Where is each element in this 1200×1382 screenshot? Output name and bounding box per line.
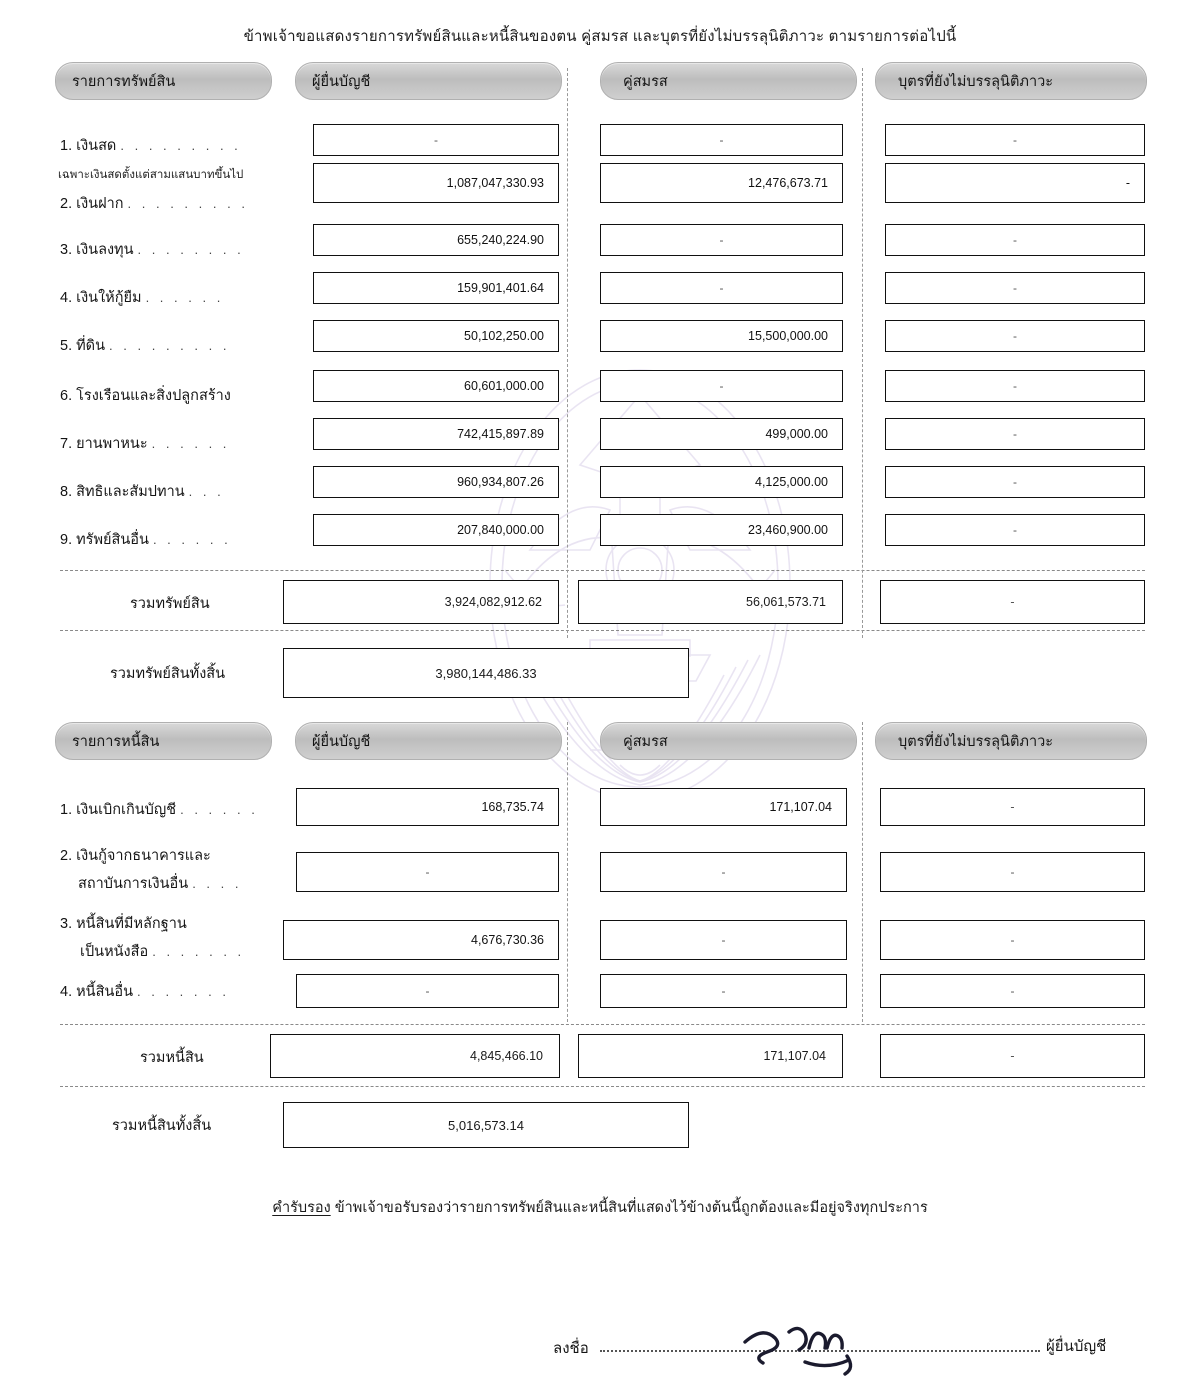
table-row <box>0 318 1200 368</box>
cell-spouse[interactable]: - <box>600 920 847 960</box>
cell-spouse[interactable]: - <box>600 852 847 892</box>
leader-dots: . . . . . . . . . <box>109 338 230 353</box>
liabilities-header-item-label: รายการหนี้สิน <box>72 733 160 750</box>
liabilities-table <box>0 714 1200 1162</box>
liabilities-header-spouse-label: คู่สมรส <box>623 733 668 750</box>
liabilities-header-children <box>875 722 1147 760</box>
column-divider-2 <box>862 68 863 638</box>
liabilities-header-filer <box>295 722 562 760</box>
cell-filer[interactable]: - <box>296 852 559 892</box>
certification-text: ข้าพเจ้าขอรับรองว่ารายการทรัพย์สินและหนี้สินที่แสดงไว้ข้างต้นนี้ถูกต้องและมีอยู่จริงทุกประการ <box>334 1200 928 1216</box>
assets-header-item <box>55 62 272 100</box>
row-label: ที่ดิน <box>76 338 106 354</box>
row-label-line2: เป็นหนังสือ <box>80 944 149 960</box>
cell-filer[interactable]: 742,415,897.89 <box>313 418 559 450</box>
row-number: 2. <box>60 196 73 212</box>
row-label: เงินสด <box>76 138 117 154</box>
cell-filer[interactable]: 50,102,250.00 <box>313 320 559 352</box>
assets-grand-total-label: รวมทรัพย์สินทั้งสิ้น <box>110 666 226 682</box>
cell-children[interactable]: - <box>880 788 1145 826</box>
table-row <box>0 418 1200 466</box>
row-number: 9. <box>60 532 73 548</box>
leader-dots: . . . . . . <box>151 436 230 451</box>
row-label: เงินกู้จากธนาคารและ <box>76 848 211 864</box>
row-number: 5. <box>60 338 73 354</box>
assets-total-spouse[interactable]: 56,061,573.71 <box>578 580 843 624</box>
liabilities-total-children[interactable]: - <box>880 1034 1145 1078</box>
row-label: สิทธิและสัมปทาน <box>76 484 185 500</box>
certification-statement <box>0 1196 1200 1219</box>
assets-total-children[interactable]: - <box>880 580 1145 624</box>
cell-spouse[interactable]: - <box>600 272 843 304</box>
signature-mark <box>735 1312 925 1382</box>
assets-header-item-label: รายการทรัพย์สิน <box>72 73 176 90</box>
row-number: 2. <box>60 848 73 864</box>
leader-dots: . . . . . . <box>180 802 259 817</box>
cell-children[interactable]: - <box>880 974 1145 1008</box>
cell-filer[interactable]: - <box>296 974 559 1008</box>
table-row <box>0 466 1200 514</box>
section-divider <box>60 1024 1145 1025</box>
liabilities-header-children-label: บุตรที่ยังไม่บรรลุนิติภาวะ <box>898 733 1054 750</box>
cell-spouse[interactable]: 23,460,900.00 <box>600 514 843 546</box>
assets-header-children-label: บุตรที่ยังไม่บรรลุนิติภาวะ <box>898 73 1054 90</box>
leader-dots: . . . . <box>192 876 242 891</box>
cell-spouse[interactable]: 4,125,000.00 <box>600 466 843 498</box>
liabilities-header-filer-label: ผู้ยื่นบัญชี <box>312 733 371 750</box>
row-number: 4. <box>60 984 73 1000</box>
leader-dots: . . . . . . . . . <box>127 196 249 211</box>
column-divider-3 <box>567 722 568 1022</box>
assets-header-row <box>0 62 1200 114</box>
liabilities-header-spouse <box>600 722 857 760</box>
cell-filer[interactable]: 1,087,047,330.93 <box>313 163 559 203</box>
assets-header-spouse <box>600 62 857 100</box>
table-row <box>0 368 1200 418</box>
cell-spouse[interactable]: - <box>600 370 843 402</box>
row-number: 3. <box>60 916 73 932</box>
liabilities-total-spouse[interactable]: 171,107.04 <box>578 1034 843 1078</box>
section-divider <box>60 570 1145 571</box>
cell-children[interactable]: - <box>885 370 1145 402</box>
cell-spouse[interactable]: 15,500,000.00 <box>600 320 843 352</box>
row-number: 1. <box>60 138 73 154</box>
table-row <box>0 220 1200 270</box>
signature-prefix: ลงชื่อ <box>553 1340 589 1357</box>
cell-filer[interactable]: 168,735.74 <box>296 788 559 826</box>
assets-total-row <box>0 570 1200 636</box>
column-divider-1 <box>567 68 568 638</box>
cell-children[interactable]: - <box>885 163 1145 203</box>
cell-spouse[interactable]: - <box>600 124 843 156</box>
liabilities-grand-total-label: รวมหนี้สินทั้งสิ้น <box>112 1118 212 1134</box>
table-row <box>0 776 1200 838</box>
leader-dots: . . . . . . . <box>152 944 245 959</box>
row-label: ยานพาหนะ <box>76 436 148 452</box>
row-label: หนี้สินที่มีหลักฐาน <box>76 916 187 932</box>
cell-filer[interactable]: 60,601,000.00 <box>313 370 559 402</box>
row-number: 7. <box>60 436 73 452</box>
cell-filer[interactable]: 655,240,224.90 <box>313 224 559 256</box>
cell-filer[interactable]: 159,901,401.64 <box>313 272 559 304</box>
row-number: 3. <box>60 242 73 258</box>
row-label: เงินฝาก <box>76 196 124 212</box>
section-divider <box>60 630 1145 631</box>
cell-children[interactable]: - <box>885 466 1145 498</box>
row-label: เงินให้กู้ยืม <box>76 290 142 306</box>
assets-grand-total-value[interactable]: 3,980,144,486.33 <box>283 648 689 698</box>
cell-filer[interactable]: - <box>313 124 559 156</box>
assets-header-filer <box>295 62 562 100</box>
cell-filer[interactable]: 207,840,000.00 <box>313 514 559 546</box>
liabilities-grand-total-row <box>0 1090 1200 1162</box>
cell-spouse[interactable]: 12,476,673.71 <box>600 163 843 203</box>
column-divider-4 <box>862 722 863 1022</box>
cell-spouse[interactable]: 171,107.04 <box>600 788 847 826</box>
cell-children[interactable]: - <box>880 920 1145 960</box>
cell-children[interactable]: - <box>885 320 1145 352</box>
cell-children[interactable]: - <box>885 224 1145 256</box>
cell-filer[interactable]: 960,934,807.26 <box>313 466 559 498</box>
leader-dots: . . . <box>188 484 225 499</box>
assets-table <box>0 62 1200 710</box>
leader-dots: . . . . . . . . . <box>120 138 242 153</box>
row-label: หนี้สินอื่น <box>76 984 133 1000</box>
cell-children[interactable]: - <box>885 514 1145 546</box>
cell-spouse[interactable]: 499,000.00 <box>600 418 843 450</box>
table-row <box>0 514 1200 570</box>
row-number: 4. <box>60 290 73 306</box>
liabilities-total-filer[interactable]: 4,845,466.10 <box>270 1034 560 1078</box>
leader-dots: . . . . . . . . <box>137 242 245 257</box>
table-row <box>0 168 1200 220</box>
cell-filer[interactable]: 4,676,730.36 <box>283 920 559 960</box>
row-label-line2: สถาบันการเงินอื่น <box>78 876 189 892</box>
liabilities-total-label: รวมหนี้สิน <box>140 1050 204 1066</box>
assets-header-filer-label: ผู้ยื่นบัญชี <box>312 73 371 90</box>
table-row <box>0 838 1200 910</box>
cell-children[interactable]: - <box>885 418 1145 450</box>
signature-suffix: ผู้ยื่นบัญชี <box>1046 1338 1107 1355</box>
assets-total-filer[interactable]: 3,924,082,912.62 <box>283 580 559 624</box>
cell-children[interactable]: - <box>880 852 1145 892</box>
page-title: ข้าพเจ้าขอแสดงรายการทรัพย์สินและหนี้สินของตน คู่สมรส และบุตรที่ยังไม่บรรลุนิติภาวะ ตามรายการต่อไปนี้ <box>243 28 957 45</box>
liabilities-header-row <box>0 714 1200 772</box>
cell-children[interactable]: - <box>885 124 1145 156</box>
certification-label: คำรับรอง <box>272 1200 331 1216</box>
liabilities-grand-total-value[interactable]: 5,016,573.14 <box>283 1102 689 1148</box>
cell-children[interactable]: - <box>885 272 1145 304</box>
assets-grand-total-row <box>0 636 1200 710</box>
section-divider <box>60 1086 1145 1087</box>
leader-dots: . . . . . . <box>152 532 232 547</box>
row-label: เงินลงทุน <box>76 242 134 258</box>
row-number: 6. <box>60 388 73 404</box>
table-row <box>0 974 1200 1024</box>
row-number: 1. <box>60 802 73 818</box>
leader-dots: . . . . . . . <box>137 984 230 999</box>
table-row <box>0 118 1200 168</box>
assets-header-spouse-label: คู่สมรส <box>623 73 668 90</box>
table-row <box>0 270 1200 318</box>
row-number: 8. <box>60 484 73 500</box>
cell-spouse[interactable]: - <box>600 224 843 256</box>
row-label: โรงเรือนและสิ่งปลูกสร้าง <box>76 388 231 404</box>
row-label: เงินเบิกเกินบัญชี <box>76 802 177 818</box>
assets-header-children <box>875 62 1147 100</box>
table-row <box>0 910 1200 974</box>
row-label: ทรัพย์สินอื่น <box>76 532 149 548</box>
liabilities-total-row <box>0 1024 1200 1090</box>
assets-total-label: รวมทรัพย์สิน <box>130 596 210 612</box>
cell-spouse[interactable]: - <box>600 974 847 1008</box>
leader-dots: . . . . . . <box>145 290 224 305</box>
row-sublabel: เฉพาะเงินสดตั้งแต่สามแสนบาทขึ้นไป <box>58 169 244 181</box>
liabilities-header-item <box>55 722 272 760</box>
